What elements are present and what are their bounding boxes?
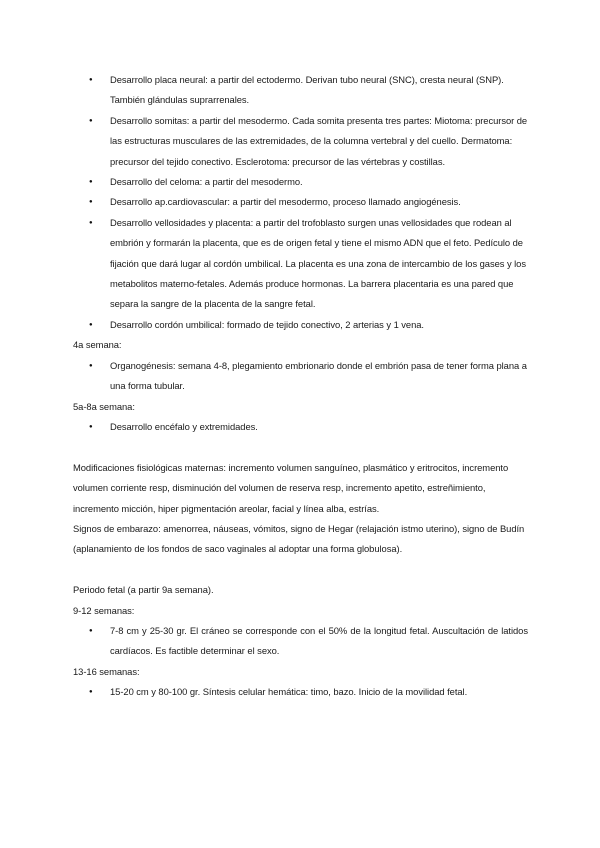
list-item: ● Desarrollo encéfalo y extremidades. [73,417,528,437]
list-item: ● Desarrollo vellosidades y placenta: a partir del trofoblasto surgen unas vellosidades que rodean al embrión y formarán la placenta, que es de origen fetal y tiene el mismo ADN que el feto. Pedículo de fijación que dará lugar al cordón umbilical. La placenta es una zona de intercambio de los gases y los metabolitos materno-fetales. Además produce hormonas. La barrera placentaria es una pared que separa la sangre de la placenta de la sangre fetal. [73,213,528,315]
list-item: ● Organogénesis: semana 4-8, plegamiento embrionario donde el embrión pasa de tener forma plana a una forma tubular. [73,356,528,397]
spacer [73,560,528,580]
week5-8-heading: 5a-8a semana: [73,400,135,412]
list-item: ● Desarrollo del celoma: a partir del mesodermo. [73,172,528,192]
maternal-changes-paragraph: Modificaciones fisiológicas maternas: incremento volumen sanguíneo, plasmático y eritrocitos, incremento volumen corriente resp, disminución del volumen de reserva resp, incremento apetito, estreñimiento, incremento micción, hiper pigmentación areolar, facial y línea alba, estrías. [73,461,509,514]
list-item: ● 15-20 cm y 80-100 gr. Síntesis celular hemática: timo, bazo. Inicio de la movilidad fetal. [73,682,528,702]
weeks-13-16-list [73,682,528,702]
pregnancy-signs-paragraph: Signos de embarazo: amenorrea, náuseas, vómitos, signo de Hegar (relajación istmo uterino), signo de Budín (aplanamiento de los fondos de saco vaginales al adoptar una forma globulosa). [73,522,525,555]
week4-heading: 4a semana: [73,339,122,351]
list-item: ● Desarrollo cordón umbilical: formado de tejido conectivo, 2 arterias y 1 vena. [73,315,528,335]
list-item: ● Desarrollo somitas: a partir del mesodermo. Cada somita presenta tres partes: Miotoma: precursor de las estructuras musculares de las extremidades, de la columna vertebral y del cuello. Dermatoma: precursor del tejido conectivo. Esclerotoma: precursor de las vértebras y costillas. [73,111,528,172]
weeks-9-12-heading: 9-12 semanas: [73,604,135,616]
week4-list [73,356,528,397]
list-item: ● Desarrollo placa neural: a partir del ectodermo. Derivan tubo neural (SNC), cresta neural (SNP). También glándulas suprarrenales. [73,70,528,111]
spacer [73,437,528,457]
embryo-development-list [73,70,528,335]
document-body [73,70,528,703]
fetal-period-heading: Periodo fetal (a partir 9a semana). [73,584,214,596]
week5-8-list [73,417,528,437]
weeks-13-16-heading: 13-16 semanas: [73,665,140,677]
weeks-9-12-list [73,621,528,662]
list-item: ● Desarrollo ap.cardiovascular: a partir del mesodermo, proceso llamado angiogénesis. [73,192,528,212]
list-item: ● 7-8 cm y 25-30 gr. El cráneo se corresponde con el 50% de la longitud fetal. Auscultación de latidos cardíacos. Es factible determinar el sexo. [73,621,528,662]
